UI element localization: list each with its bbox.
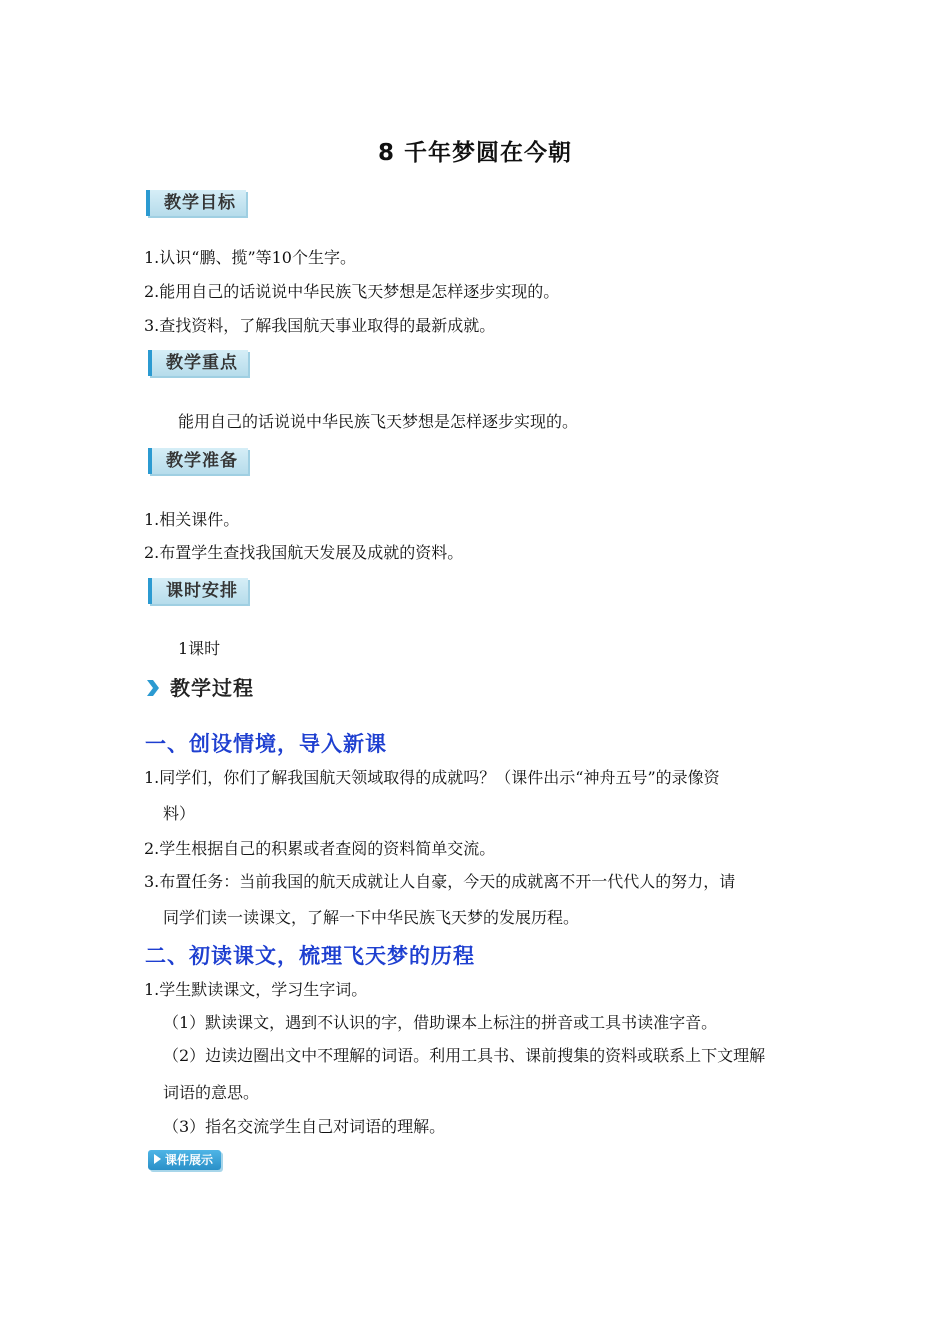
key-point-text: 能用自己的话说说中华民族飞天梦想是怎样逐步实现的。 bbox=[178, 412, 579, 431]
schedule-text: 1课时 bbox=[178, 639, 221, 658]
page-title: 8 千年梦圆在今朝 bbox=[377, 140, 572, 166]
process-heading-label: 教学过程 bbox=[170, 676, 254, 700]
part1-line: 3.布置任务：当前我国的航天成就让人自豪，今天的成就离不开一代代人的努力，请 bbox=[144, 872, 736, 891]
play-icon bbox=[154, 1154, 161, 1164]
objective-item: 1.认识“鹏、揽”等10个生字。 bbox=[144, 248, 356, 267]
part1-line: 料） bbox=[163, 804, 196, 823]
courseware-badge-label: 课件展示 bbox=[165, 1153, 214, 1167]
part1-line: 1.同学们，你们了解我国航天领域取得的成就吗？（课件出示“神舟五号”的录像资 bbox=[144, 768, 720, 787]
process-heading bbox=[146, 672, 254, 701]
chevron-right-icon bbox=[146, 679, 160, 697]
objective-item: 3.查找资料，了解我国航天事业取得的最新成就。 bbox=[144, 316, 496, 335]
section-tag-preparation: 教学准备 bbox=[148, 448, 248, 474]
section-tag-objectives: 教学目标 bbox=[146, 190, 246, 216]
part2-line: （3）指名交流学生自己对词语的理解。 bbox=[163, 1117, 446, 1136]
part1-line: 2.学生根据自己的积累或者查阅的资料简单交流。 bbox=[144, 839, 496, 858]
part1-line: 同学们读一读课文，了解一下中华民族飞天梦的发展历程。 bbox=[163, 908, 580, 927]
part2-line: （2）边读边圈出文中不理解的词语。利用工具书、课前搜集的资料或联系上下文理解 bbox=[163, 1046, 766, 1065]
section-tag-schedule: 课时安排 bbox=[148, 578, 248, 604]
part2-heading: 二、初读课文，梳理飞天梦的历程 bbox=[145, 944, 475, 968]
objective-item: 2.能用自己的话说说中华民族飞天梦想是怎样逐步实现的。 bbox=[144, 282, 560, 301]
preparation-item: 2.布置学生查找我国航天发展及成就的资料。 bbox=[144, 543, 464, 562]
part1-heading: 一、创设情境，导入新课 bbox=[145, 732, 387, 756]
part2-line: （1）默读课文，遇到不认识的字，借助课本上标注的拼音或工具书读准字音。 bbox=[163, 1013, 718, 1032]
part2-line: 词语的意思。 bbox=[163, 1083, 260, 1102]
part2-line: 1.学生默读课文，学习生字词。 bbox=[144, 980, 368, 999]
courseware-badge bbox=[148, 1150, 221, 1170]
section-tag-key-points: 教学重点 bbox=[148, 350, 248, 376]
preparation-item: 1.相关课件。 bbox=[144, 510, 240, 529]
